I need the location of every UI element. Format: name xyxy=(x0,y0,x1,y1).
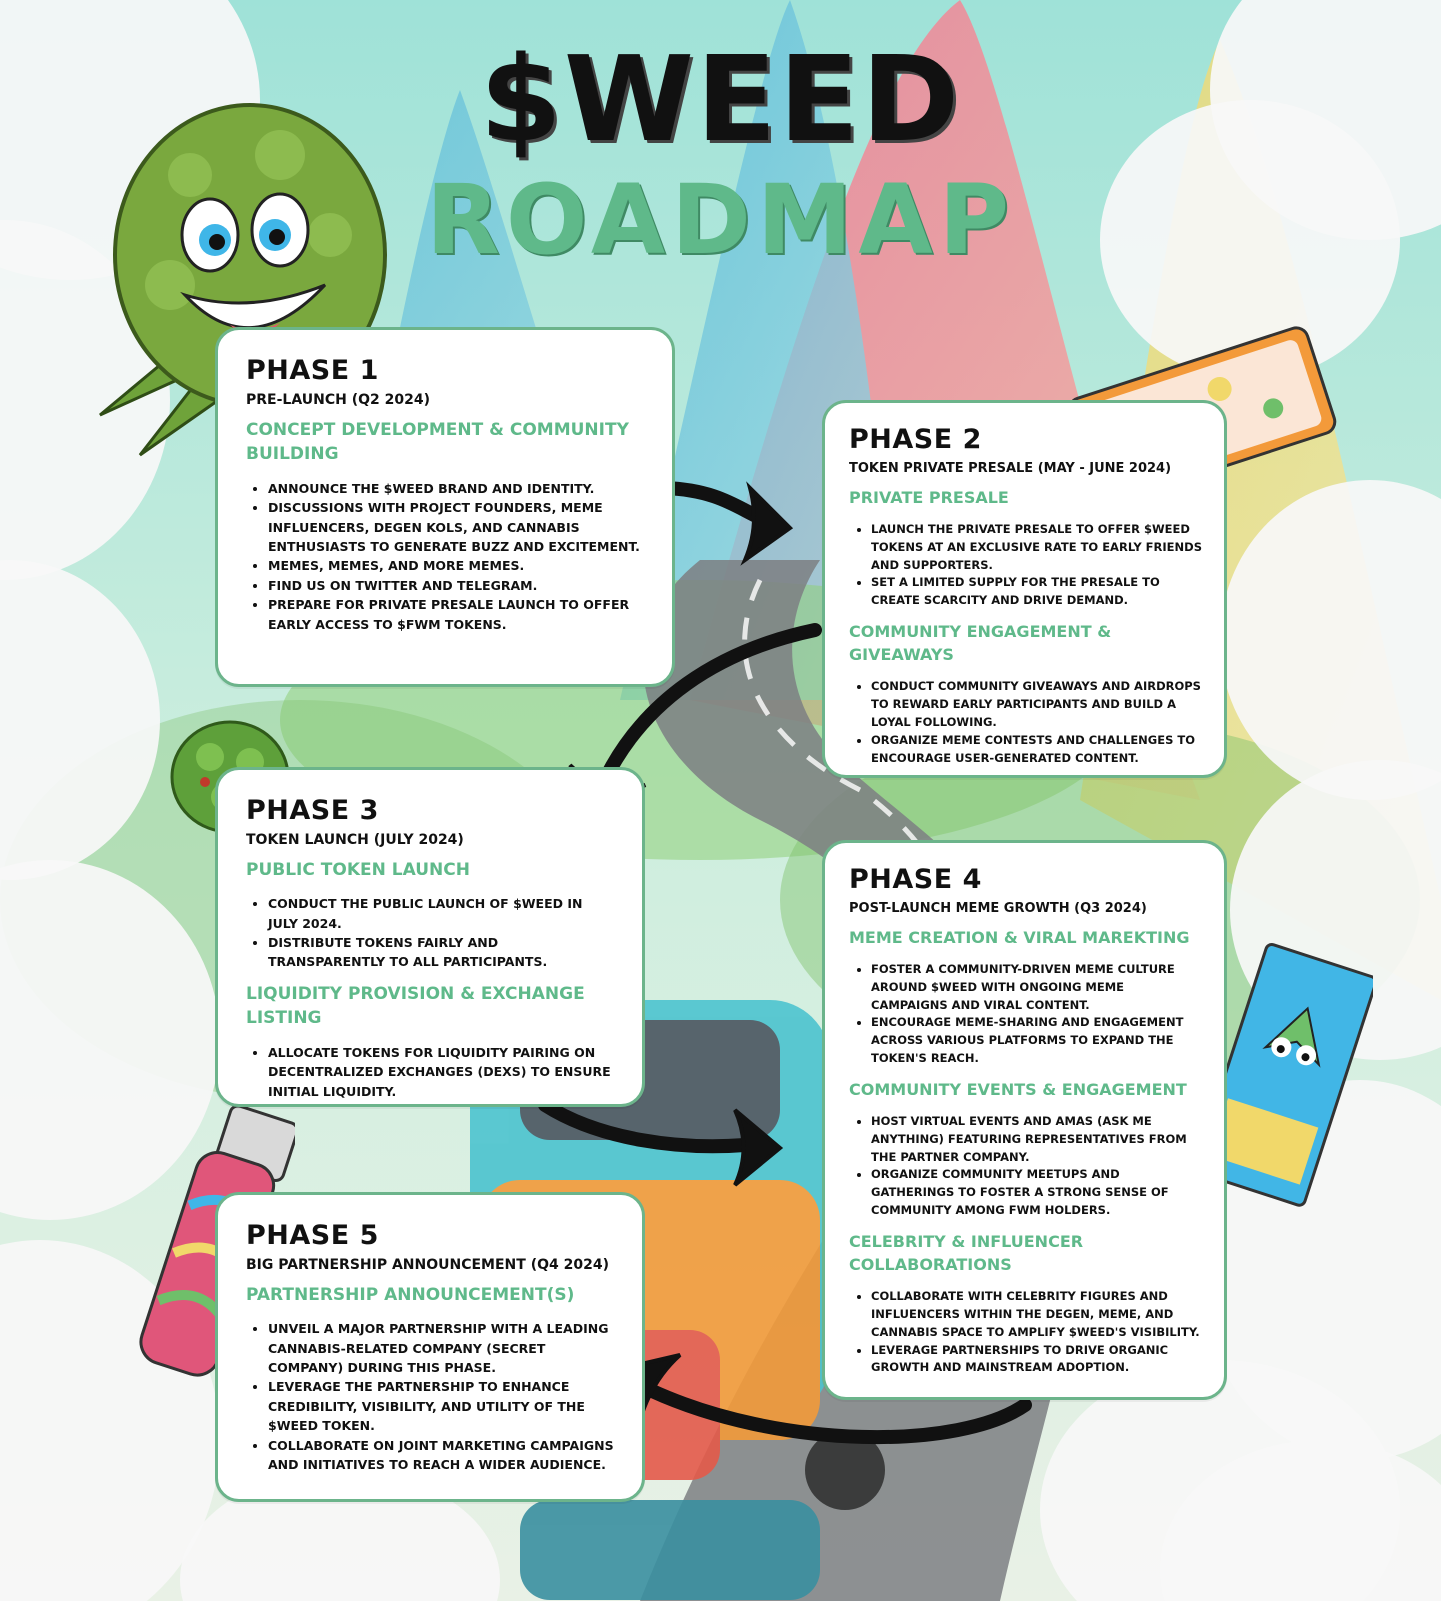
bullet-list xyxy=(246,479,646,634)
list-item: • UNVEIL A MAJOR PARTNERSHIP WITH A LEADING CANNABIS-RELATED COMPANY (SECRET COMPANY) DURING THIS PHASE. xyxy=(268,1319,616,1377)
list-item: • ORGANIZE MEME CONTESTS AND CHALLENGES TO ENCOURAGE USER-GENERATED CONTENT. xyxy=(871,732,1202,768)
phase-card-2 xyxy=(822,400,1227,778)
page-subtitle: ROADMAP xyxy=(425,164,1016,276)
section-heading: CONCEPT DEVELOPMENT & COMMUNITY BUILDING xyxy=(246,419,629,465)
list-item: • DISCUSSIONS WITH PROJECT FOUNDERS, MEME INFLUENCERS, DEGEN KOLS, AND CANNABIS ENTHUSIASTS TO GENERATE BUZZ AND EXCITEMENT. xyxy=(268,498,646,556)
list-item: • ORGANIZE COMMUNITY MEETUPS AND GATHERINGS TO FOSTER A STRONG SENSE OF COMMUNITY AMONG FWM HOLDERS. xyxy=(871,1166,1202,1219)
bullet-list xyxy=(849,678,1202,767)
phase-period: TOKEN PRIVATE PRESALE (MAY - JUNE 2024) xyxy=(849,460,1172,476)
phase-period: TOKEN LAUNCH (JULY 2024) xyxy=(246,831,464,848)
arrowhead-phase4 xyxy=(735,1110,780,1185)
list-item: • ENCOURAGE MEME-SHARING AND ENGAGEMENT ACROSS VARIOUS PLATFORMS TO EXPAND THE TOKEN'S REACH. xyxy=(871,1014,1202,1067)
list-item: • LEVERAGE PARTNERSHIPS TO DRIVE ORGANIC GROWTH AND MAINSTREAM ADOPTION. xyxy=(871,1342,1202,1378)
arrow-phase3-to-phase4 xyxy=(545,1105,745,1146)
list-item: • PREPARE FOR PRIVATE PRESALE LAUNCH TO OFFER EARLY ACCESS TO $FWM TOKENS. xyxy=(268,595,646,634)
section-heading: MEME CREATION & VIRAL MAREKTING xyxy=(849,927,1190,947)
list-item: • HOST VIRTUAL EVENTS AND AMAS (ASK ME ANYTHING) FEATURING REPRESENTATIVES FROM THE PARTNER COMPANY. xyxy=(871,1113,1202,1166)
phase-card-3 xyxy=(215,767,645,1107)
bullet-list xyxy=(246,894,616,972)
bullet-list xyxy=(849,1113,1202,1220)
list-item: • COLLABORATE WITH CELEBRITY FIGURES AND INFLUENCERS WITHIN THE DEGEN, MEME, AND CANNABIS SPACE TO AMPLIFY $WEED'S VISIBILITY. xyxy=(871,1288,1202,1341)
bullet-list xyxy=(849,961,1202,1068)
list-item: • LAUNCH THE PRIVATE PRESALE TO OFFER $WEED TOKENS AT AN EXCLUSIVE RATE TO EARLY FRIENDS AND SUPPORTERS. xyxy=(871,521,1202,574)
arrowhead-phase2 xyxy=(745,488,790,560)
phase-card-1 xyxy=(215,327,675,687)
phase-card-5 xyxy=(215,1192,645,1502)
section-heading: PRIVATE PRESALE xyxy=(849,487,1009,507)
phase-period: PRE-LAUNCH (Q2 2024) xyxy=(246,391,430,408)
phase-title: PHASE 3 xyxy=(246,795,379,826)
section-heading: PARTNERSHIP ANNOUNCEMENT(S) xyxy=(246,1284,575,1305)
phase-title: PHASE 2 xyxy=(849,424,982,455)
list-item: • SET A LIMITED SUPPLY FOR THE PRESALE TO CREATE SCARCITY AND DRIVE DEMAND. xyxy=(871,574,1202,610)
bullet-list xyxy=(246,1319,616,1474)
phase-title: PHASE 4 xyxy=(849,864,982,895)
phase-period: BIG PARTNERSHIP ANNOUNCEMENT (Q4 2024) xyxy=(246,1256,609,1273)
list-item: • DISTRIBUTE TOKENS FAIRLY AND TRANSPARENTLY TO ALL PARTICIPANTS. xyxy=(268,933,616,972)
bullet-list xyxy=(849,521,1202,610)
list-item: • MEMES, MEMES, AND MORE MEMES. xyxy=(268,556,646,575)
list-item: • CONDUCT COMMUNITY GIVEAWAYS AND AIRDROPS TO REWARD EARLY PARTICIPANTS AND BUILD A LOYAL FOLLOWING. xyxy=(871,678,1202,731)
phase-card-4 xyxy=(822,840,1227,1400)
list-item: • ANNOUNCE THE $WEED BRAND AND IDENTITY. xyxy=(268,479,646,498)
section-heading: CELEBRITY & INFLUENCER COLLABORATIONS xyxy=(849,1231,1084,1274)
list-item: • COLLABORATE ON JOINT MARKETING CAMPAIGNS AND INITIATIVES TO REACH A WIDER AUDIENCE. xyxy=(268,1436,616,1475)
section-heading: PUBLIC TOKEN LAUNCH xyxy=(246,859,470,880)
bullet-list xyxy=(246,1043,616,1101)
phase-title: PHASE 5 xyxy=(246,1220,379,1251)
phase-period: POST-LAUNCH MEME GROWTH (Q3 2024) xyxy=(849,900,1147,916)
bullet-list xyxy=(849,1288,1202,1377)
section-heading: COMMUNITY EVENTS & ENGAGEMENT xyxy=(849,1079,1187,1099)
list-item: • CONDUCT THE PUBLIC LAUNCH OF $WEED IN JULY 2024. xyxy=(268,894,616,933)
list-item: • FIND US ON TWITTER AND TELEGRAM. xyxy=(268,576,646,595)
list-item: • FOSTER A COMMUNITY-DRIVEN MEME CULTURE AROUND $WEED WITH ONGOING MEME CAMPAIGNS AND VIRAL CONTENT. xyxy=(871,961,1202,1014)
section-heading: COMMUNITY ENGAGEMENT & GIVEAWAYS xyxy=(849,621,1112,665)
list-item: • ALLOCATE TOKENS FOR LIQUIDITY PAIRING ON DECENTRALIZED EXCHANGES (DEXS) TO ENSURE INITIAL LIQUIDITY. xyxy=(268,1043,616,1101)
phase-title: PHASE 1 xyxy=(246,355,379,386)
list-item: • LEVERAGE THE PARTNERSHIP TO ENHANCE CREDIBILITY, VISIBILITY, AND UTILITY OF THE $WEED TOKEN. xyxy=(268,1377,616,1435)
page-title: $WEED xyxy=(479,30,962,168)
section-heading: LIQUIDITY PROVISION & EXCHANGE LISTING xyxy=(246,983,585,1029)
